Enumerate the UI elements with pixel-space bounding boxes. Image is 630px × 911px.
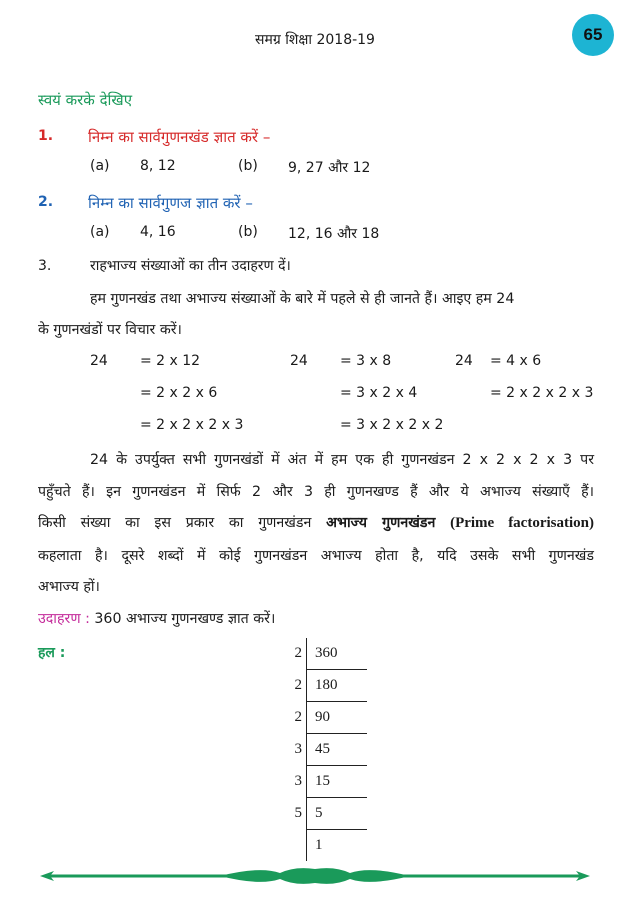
factor-col-1-row-3: = 2 x 2 x 2 x 3 — [140, 417, 244, 433]
explain-line-2: पहुँचते हैं। इन गुणनखंडन में सिर्फ 2 और 3 ही गुणनखण्ड हैं और ये अभाज्य संख्याएँ हैं। — [38, 484, 594, 500]
ladder-divisor: 3 — [270, 734, 307, 766]
ladder-divisor: 3 — [270, 766, 307, 798]
question-2-a-value: 4, 16 — [140, 224, 176, 240]
explain-line-1: 24 के उपर्युक्त सभी गुणनखंडों में अंत में हम एक ही गुणनखंडन 2 x 2 x 2 x 3 पर — [90, 452, 594, 468]
explain-line-3 — [38, 513, 594, 532]
footer-ornament — [40, 864, 590, 888]
question-3-text: राहभाज्य संख्याओं का तीन उदाहरण दें। — [90, 258, 291, 274]
example-text: 360 अभाज्य गुणनखण्ड ज्ञात करें। — [94, 611, 276, 627]
factor-col-2-row-3: = 3 x 2 x 2 x 2 — [340, 417, 444, 433]
factor-col-2-row-2: = 3 x 2 x 4 — [340, 385, 418, 401]
factor-col-1-row-2: = 2 x 2 x 6 — [140, 385, 218, 401]
ladder-divisor: 2 — [270, 638, 307, 670]
intro-paragraph-line-1: हम गुणनखंड तथा अभाज्य संख्याओं के बारे में पहले से ही जानते हैं। आइए हम 24 — [90, 291, 515, 307]
question-2-b-value: 12, 16 और 18 — [288, 226, 380, 242]
ladder-quotient: 90 — [307, 702, 368, 734]
ladder-quotient: 1 — [315, 837, 323, 853]
example-line — [38, 609, 275, 628]
question-1-a-label: (a) — [90, 158, 110, 174]
factor-col-3-row-2: = 2 x 2 x 2 x 3 — [490, 385, 594, 401]
question-2-b-label: (b) — [238, 224, 258, 240]
ladder-divisor: 2 — [270, 702, 307, 734]
explain-line-4: कहलाता है। दूसरे शब्दों में कोई गुणनखंडन अभाज्य होता है, यदि उसके सभी गुणनखंड — [38, 548, 594, 564]
ladder-quotient: 360 — [307, 638, 368, 670]
ladder-quotient: 5 — [307, 798, 368, 830]
ladder-row — [270, 638, 367, 670]
prime-factorisation-english: (Prime factorisation) — [450, 515, 595, 531]
question-1-b-label: (b) — [238, 158, 258, 174]
ladder-row — [270, 670, 367, 702]
question-2-number: 2. — [38, 194, 54, 210]
question-1-number: 1. — [38, 128, 54, 144]
example-label: उदाहरण : — [38, 611, 90, 627]
ladder-quotient: 15 — [307, 766, 368, 798]
factor-col-3-row-1: = 4 x 6 — [490, 353, 542, 369]
question-2-a-label: (a) — [90, 224, 110, 240]
division-ladder — [270, 638, 367, 861]
ladder-row — [270, 830, 367, 862]
ladder-divisor — [270, 830, 307, 862]
ladder-divisor: 2 — [270, 670, 307, 702]
ladder-row — [270, 766, 367, 798]
prime-factorisation-term: अभाज्य गुणनखंडन — [326, 515, 436, 531]
question-3-number: 3. — [38, 258, 52, 274]
explain-line-5: अभाज्य हों। — [38, 579, 100, 595]
ladder-row — [270, 734, 367, 766]
solution-label: हल : — [38, 645, 66, 661]
page-header-title: समग्र शिक्षा 2018-19 — [255, 32, 375, 48]
intro-paragraph-line-2: के गुणनखंडों पर विचार करें। — [38, 322, 182, 338]
factor-col-3-number: 24 — [455, 353, 473, 369]
factor-col-2-row-1: = 3 x 8 — [340, 353, 392, 369]
ladder-row — [270, 702, 367, 734]
section-heading: स्वयं करके देखिए — [38, 91, 133, 109]
ladder-row — [270, 798, 367, 830]
explain-line-3-start: किसी संख्या का इस प्रकार का गुणनखंडन — [38, 515, 312, 531]
factor-col-1-number: 24 — [90, 353, 108, 369]
ladder-divisor: 5 — [270, 798, 307, 830]
factor-col-1-row-1: = 2 x 12 — [140, 353, 201, 369]
ladder-quotient: 180 — [307, 670, 368, 702]
question-1-b-value: 9, 27 और 12 — [288, 160, 371, 176]
page-number-badge: 65 — [572, 14, 614, 56]
question-1-text: निम्न का सार्वगुणनखंड ज्ञात करें – — [88, 128, 271, 146]
factor-col-2-number: 24 — [290, 353, 308, 369]
question-1-a-value: 8, 12 — [140, 158, 176, 174]
ladder-quotient: 45 — [307, 734, 368, 766]
question-2-text: निम्न का सार्वगुणज ज्ञात करें – — [88, 194, 253, 212]
